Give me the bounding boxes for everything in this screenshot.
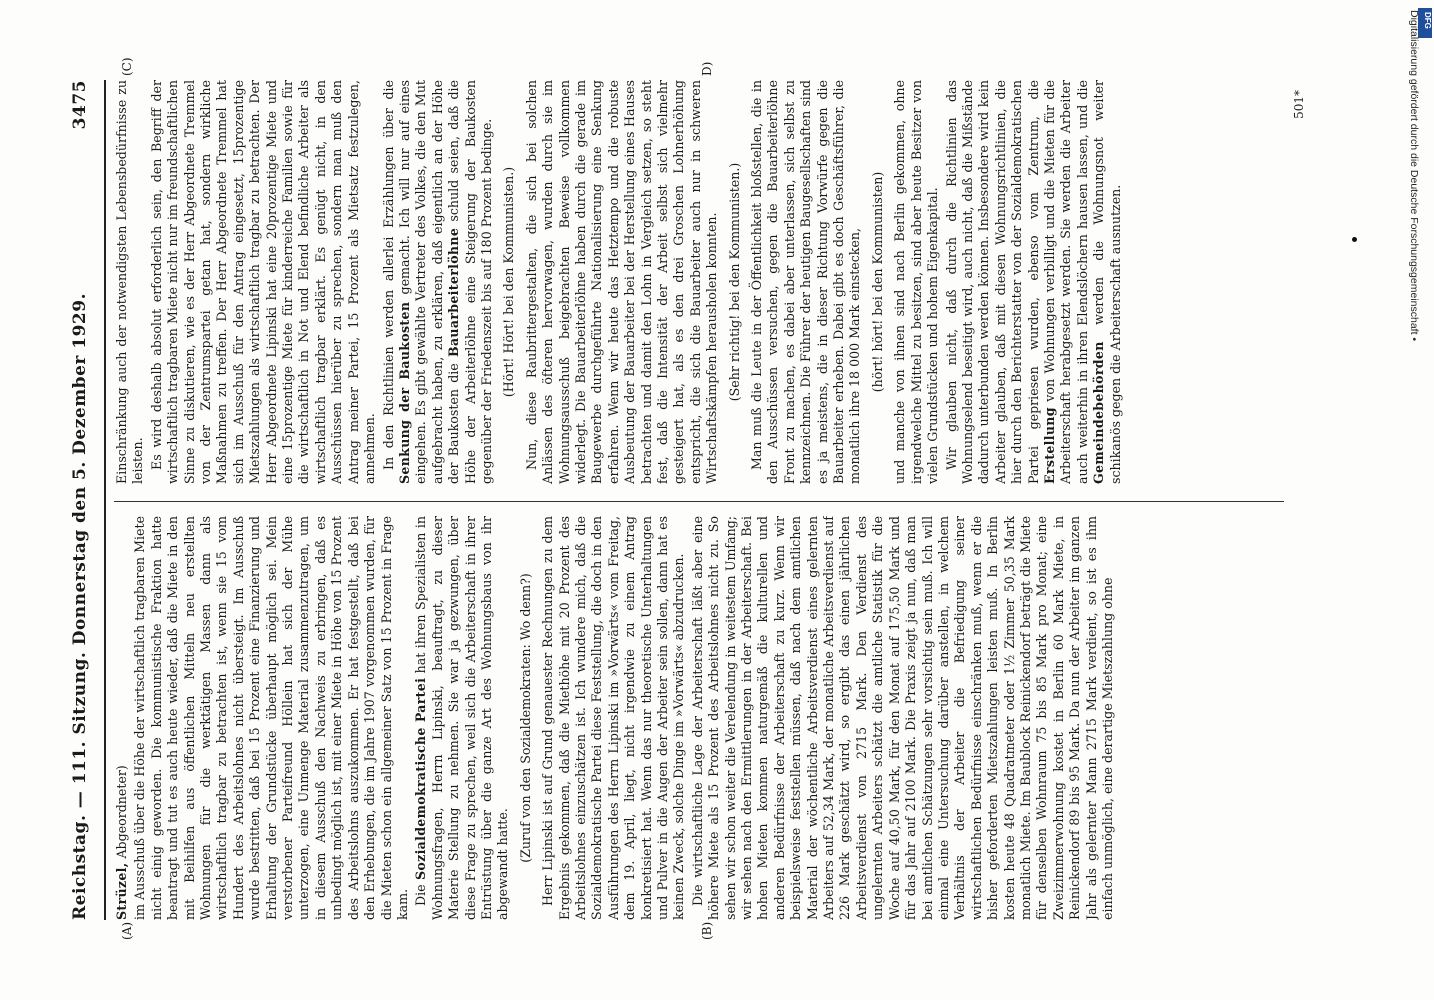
interjection: (Hört! Hört! bei den Kommunisten.) <box>501 166 517 398</box>
text-run: Abgeordneter) <box>114 765 129 863</box>
text-run: Die <box>413 879 429 906</box>
text-run: hat ihren Spezialisten in Wohnungsfragen, Herrn Lipinski, beauftragt, zu dieser Materie Stellung zu nehmen. Sie war ja gezwungen, über diese Frage zu sprechen, weil sich die Arbeiterschaft in ihrer Entrüstung über die ganze Art des Wohnungsbaus von ihr abgewandt hatte. <box>413 516 511 920</box>
paragraph: im Ausschuß über die Höhe der wirtschaftlich tragbaren Miete nicht einig geworden. Die kommunistische Fraktion hatte beantragt und tut es auch heute wieder, daß die Miete in den mit Beihilfen aus öffentlichen Mitteln neu erstellten Wohnungen für die werktätigen Massen dann als wirtschaftlich tragbar zu betrachten ist, wenn sie 15 vom Hundert des Arbeitslohnes nicht übersteigt. Im Ausschuß wurde bestritten, daß bei 15 Prozent eine Finanzierung und Erhaltung der Grundstücke überhaupt möglich sei. Mein verstorbener Parteifreund Höllein hat sich der Mühe unterzogen, eine Unmenge Material zusammenzutragen, um in diesem Ausschuß den Nachweis zu erbringen, daß es unbedingt möglich ist, mit einer Miete in Höhe von 15 Prozent des Arbeitslohns auszukommen. Er hat festgestellt, daß bei den Erhebungen, die im Jahre 1907 vorgenommen wurden, für die Mieten schon ein allgemeiner Satz von 15 Prozent in Frage kam. <box>132 516 410 920</box>
emphasized-text: Senkung der Baukosten <box>396 301 412 484</box>
interjection: (Sehr richtig! bei den Kommunisten.) <box>726 162 742 402</box>
text-run: In den Richtlinien werden allerlei Erzählungen über die <box>380 80 396 470</box>
dfg-logo: DFG <box>1418 8 1432 38</box>
paragraph <box>381 80 496 484</box>
emphasized-text: Strüzel, <box>114 862 129 920</box>
document-sheet <box>60 57 1330 940</box>
running-header <box>66 80 100 920</box>
paragraph: Es wird deshalb absolut erforderlich sein, den Begriff der wirtschaftlich tragbaren Miete nicht nur im freundschaftlichen Sinne zu diskutieren, wie es der Herr Abgeordnete Tremmel von der Zentrumspartei getan hat, sondern wirkliche Maßnahmen zu treffen. Der Herr Abgeordnete Tremmel hat sich im Ausschuß für den Antrag eingesetzt, 15prozentige Mietszahlungen als wirtschaftlich tragbar zu betrachten. Der Herr Abgeordnete Lipinski hat eine 20prozentige Miete und eine 15prozentige Miete für kinderreiche Familien sowie für die wirtschaftlich in Not und Elend befindliche Arbeiter als wirtschaftlich tragbar erklärt. Es genügt nicht, in den Ausschüssen hierüber zu sprechen, sondern man muß den Antrag meiner Partei, 15 Prozent als Mietsatz festzulegen, annehmen. <box>148 80 378 484</box>
interjection: (hört! hört! bei den Kommunisten) <box>869 171 885 393</box>
paragraph: Nun, diese Raubrittergestalten, die sich bei solchen Anlässen des öfteren hervorwagen, wurden durch sie im Wohnungsausschuß beigebrachten Beweise vollkommen widerlegt. Die Bauarbeiterlöhne haben durch die gerade im Baugewerbe durchgeführte Nationalisierung eine Senkung erfahren. Wenn wir heute das Hetztempo und die robuste Ausbeutung der Bauarbeiter bei der Herstellung eines Hauses betrachten und damit den Lohn in Vergleich setzen, so steht fest, daß die Intensität der Arbeit selbst sich vielmehr gesteigert hat, als es den drei Groschen Lohnerhöhung entspricht, die sich die Bauarbeiter auch nur in schweren Wirtschaftskämpfen herausholen konnten. <box>523 80 720 484</box>
emphasized-text: Bauarbeiterlöhne <box>446 227 462 357</box>
paragraph: Man muß die Leute in der Öffentlichkeit bloßstellen, die in den Ausschüssen versuchen, gegen die Bauarbeiterlöhne Front zu machen, es dabei aber unterlassen, sich selbst zu kennzeichnen. Die Führer der heutigen Baugesellschaften sind es ja meistens, die in dieser Richtung Vorwürfe gegen die Bauarbeiter erheben. Dabei gibt es doch Geschäftsführer, die monatlich ihre 18 000 Mark einstecken, <box>749 80 863 484</box>
margin-marker-a: (A) <box>120 921 134 940</box>
rotated-text-block <box>60 57 1330 940</box>
emphasized-text: Gemeindebehörden <box>1091 341 1107 484</box>
text-run: werden die Wohnungsnot weiter schikanös gegen die Arbeiterschaft ausnutzen. <box>1091 80 1123 484</box>
interjection: (Zuruf von den Sozialdemokraten: Wo denn?) <box>517 573 533 863</box>
paragraph <box>114 516 130 920</box>
paragraph <box>413 516 511 920</box>
margin-marker-d: D) <box>700 61 714 76</box>
column-divider <box>114 501 1284 502</box>
paragraph: Die wirtschaftliche Lage der Arbeiterschaft läßt aber eine höhere Miete als 15 Prozent des Arbeitslohnes nicht zu. So sehen wir schon weiter die Verelendung in weitestem Umfang; wir sehen nach den Ermittlerungen in der Arbeiterschaft. Bei hohen Mieten kommen naturgemäß die kulturellen und anderen Bedürfnisse der Arbeiterschaft zu kurz. Wenn wir beispielsweise feststellen müssen, daß nach dem amtlichen Material der wöchentliche Arbeitsverdienst eines gelernten Arbeiters auf 52,34 Mark, der monatliche Arbeitsverdienst auf 226 Mark geschätzt wird, so ergibt das einen jährlichen Arbeitsverdienst von 2715 Mark. Den Verdienst des ungelernten Arbeiters schätzt die amtliche Statistik für die Woche auf 40,50 Mark, für den Monat auf 175,50 Mark und für das Jahr auf 2100 Mark. Die Praxis zeigt ja nun, daß man bei amtlichen Schätzungen sehr vorsichtig sein muß. Ich will einmal eine Untersuchung darüber anstellen, in welchem Verhältnis der Arbeiter die Befriedigung seiner wirtschaftlichen Bedürfnisse einschränken muß, wenn er die bisher geforderten Mietszahlungen leisten muß. In Berlin kosten heute 48 Quadratmeter oder 1½ Zimmer 50,35 Mark monatlich Miete. Im Baublock Reinickendorf beträgt die Miete für denselben Wohnraum 75 bis 85 Mark pro Monat; eine Zweizimmerwohnung kostet in Berlin 60 Mark Miete, in Reinickendorf 89 bis 95 Mark. Da nun der Arbeiter im ganzen Jahr als gelernter Mann 2715 Mark verdient, so ist es ihm einfach unmöglich, eine derartige Mietszahlung ohne <box>689 516 1115 920</box>
text-run: gemacht. Ich will nur auf eines eingehen. Es gibt gewählte Vertreter des Volkes, die den Mut aufgebracht haben, zu erklären, daß eigentlich an der Höhe der Baukosten die <box>396 80 462 484</box>
text-column-right <box>114 80 1314 484</box>
header-rule <box>104 80 106 920</box>
text-run: schuld seien, daß die Höhe der Arbeiterlöhne eine Steigerung der Baukosten gegenüber der Friedenszeit bis auf 180 Prozent bedinge. <box>446 80 494 484</box>
text-run: von Wohnungen verbilligt und die Mieten für die Arbeiterschaft herabgesetzt werden. Sie werden die Arbeiter auch weiterhin in ihren Elendslöchern hausen lassen, und die <box>1041 80 1090 484</box>
text-column-left <box>114 516 1314 920</box>
paragraph <box>944 80 1124 484</box>
margin-marker-b: (B) <box>700 921 714 940</box>
paragraph: und manche von ihnen sind nach Berlin gekommen, ohne irgendwelche Mittel zu besitzen, sind aber heute Besitzer von vielen Grundstücken und hohem Eigenkapital. <box>892 80 941 484</box>
header-title: Reichstag. — 111. Sitzung. Donnerstag den 5. Dezember 1929. <box>70 293 90 920</box>
emphasized-text: Sozialdemokratische Partei <box>413 677 429 880</box>
sheet-signature: 501* <box>1292 90 1306 119</box>
margin-marker-c: (C) <box>120 57 134 76</box>
emphasized-text: Erstellung <box>1041 407 1057 484</box>
paragraph: Herr Lipinski ist auf Grund genauester Rechnungen zu dem Ergebnis gekommen, daß die Miethöhe mit 20 Prozent des Arbeitslohnes einzuschätzen ist. Ich wundere mich, daß die Sozialdemokratische Partei diese Feststellung, die doch in den Ausführungen des Herrn Lipinski im »Vorwärts« vom Freitag, dem 19. April, liegt, nicht irgendwie zu einem Antrag konkretisiert hat. Wenn das nur theoretische Unterhaltungen und Pulver in die Augen der Arbeiter sein sollen, dann hat es keinen Zweck, solche Dinge im »Vorwärts« abzudrucken. <box>540 516 687 920</box>
ink-dot <box>1352 237 1357 242</box>
text-run: Wir glauben nicht, daß durch die Richtlinien das Wohnungselend beseitigt wird, auch nicht, daß die Mißstände dadurch unterbunden werden können. Insbesondere wird kein Arbeiter glauben, daß mit diesen Wohnungsrichtlinien, die hier durch den Berichterstatter von der Sozialdemokratischen Partei gepriesen wurden, ebenso vom Zentrum, die <box>943 80 1041 484</box>
page-number: 3475 <box>70 80 90 130</box>
paragraph: Einschränkung auch der notwendigsten Lebensbedürfnisse zu leisten. <box>114 80 146 484</box>
digitization-note: Digitalisierung gefördert durch die Deutsche Forschungsgemeinschaft • <box>1408 10 1420 342</box>
